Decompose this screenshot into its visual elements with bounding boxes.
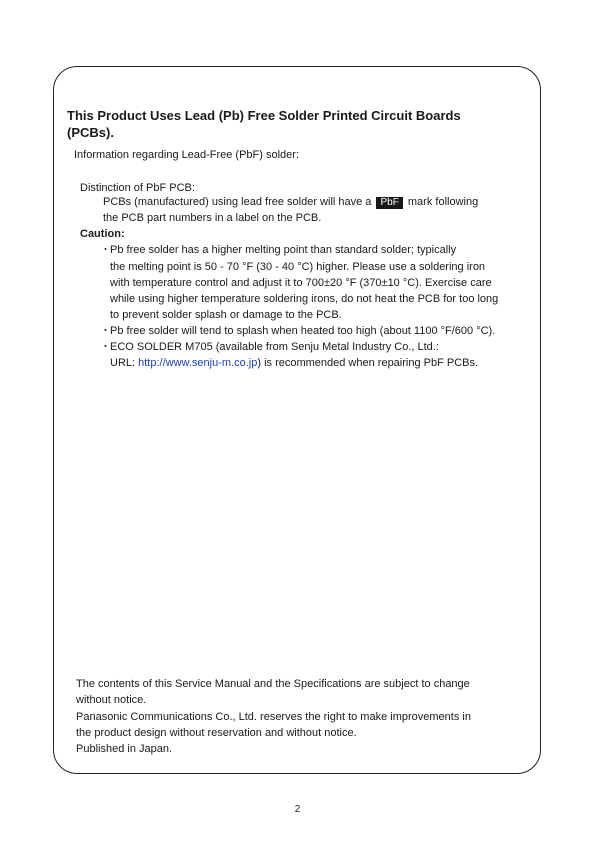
bullet-3-marker: ・ [100,341,111,353]
caution-bullet-1-line-2: the melting point is 50 - 70 °F (30 - 40 °C) higher. Please use a soldering iron [110,261,486,273]
footer-line-1: The contents of this Service Manual and the Specifications are subject to change [76,678,470,690]
caution-bullet-3-url-line [110,355,478,372]
url-after-text: ) is recommended when repairing PbF PCBs. [257,357,479,369]
caution-bullet-1-line-4: while using higher temperature soldering irons, do not heat the PCB for too long [110,293,499,305]
caution-bullet-3: ECO SOLDER M705 (available from Senju Metal Industry Co., Ltd.: [110,341,439,353]
page-number: 2 [294,804,301,815]
caution-heading: Caution: [80,228,125,240]
content-frame [53,66,541,774]
distinction-text-before: PCBs (manufactured) using lead free solder will have a [103,196,372,208]
page-title: This Product Uses Lead (Pb) Free Solder Printed Circuit Boards (PCBs). [67,108,461,140]
url-label: URL: [110,357,136,369]
distinction-line-2: the PCB part numbers in a label on the PCB. [103,212,322,224]
footer-line-2: without notice. [76,694,147,706]
info-heading: Information regarding Lead-Free (PbF) solder: [74,149,299,161]
distinction-line-1 [103,194,478,211]
footer-line-4: the product design without reservation and without notice. [76,727,357,739]
distinction-heading: Distinction of PbF PCB: [80,182,195,194]
caution-bullet-1-line-5: to prevent solder splash or damage to the PCB. [110,309,342,321]
footer-line-5: Published in Japan. [76,743,173,755]
caution-bullet-1-line-3: with temperature control and adjust it to 700±20 °F (370±10 °C). Exercise care [110,277,492,289]
bullet-2-marker: ・ [100,325,111,337]
pbf-mark: PbF [376,197,402,209]
senju-url-link[interactable]: http://www.senju-m.co.jp [138,357,258,369]
footer-line-3: Panasonic Communications Co., Ltd. reserves the right to make improvements in [76,711,471,723]
distinction-text-after: mark following [407,196,479,208]
caution-bullet-1-line-1: Pb free solder has a higher melting point than standard solder; typically [110,244,457,256]
bullet-1-marker: ・ [100,244,111,256]
caution-bullet-2: Pb free solder will tend to splash when heated too high (about 1100 °F/600 °C). [110,325,496,337]
